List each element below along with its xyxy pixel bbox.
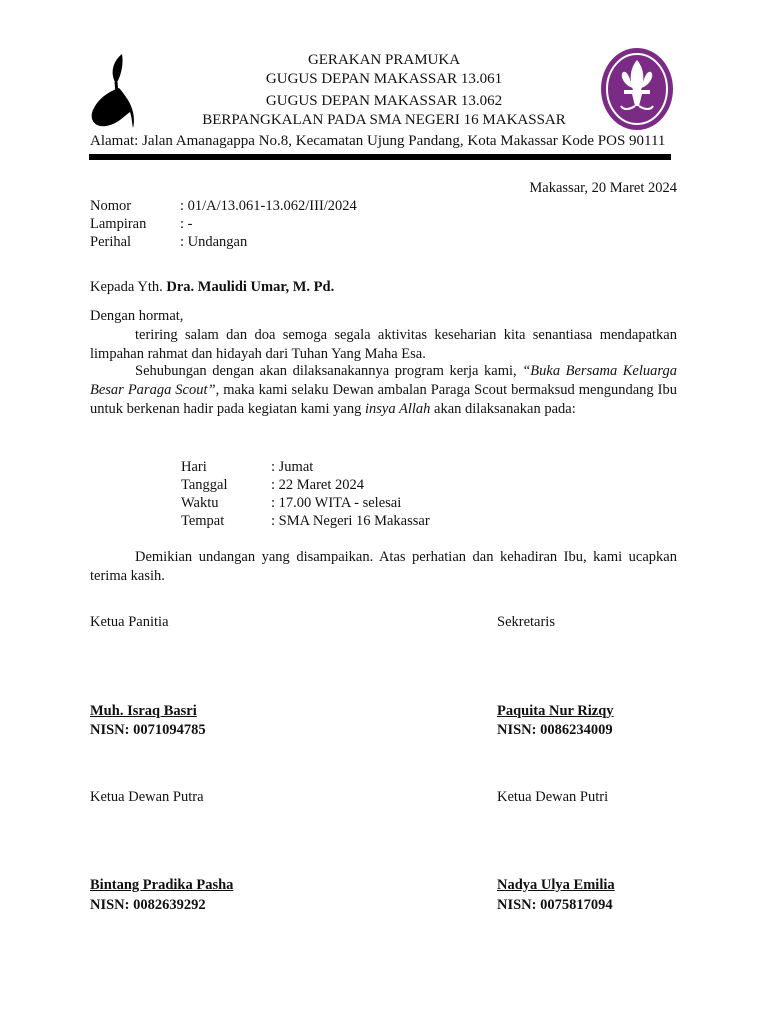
detail-value-hari: : Jumat bbox=[271, 459, 314, 475]
detail-value-tanggal: : 22 Maret 2024 bbox=[271, 477, 365, 493]
signature-name: Muh. Israq Basri bbox=[90, 703, 197, 719]
signature-nisn: NISN: 0071094785 bbox=[90, 722, 206, 738]
signature-name: Nadya Ulya Emilia bbox=[497, 877, 615, 893]
detail-label-tempat: Tempat bbox=[181, 513, 225, 529]
greeting: Dengan hormat, bbox=[90, 308, 184, 324]
insya-allah: insya Allah bbox=[365, 401, 431, 417]
detail-label-waktu: Waktu bbox=[181, 495, 219, 511]
recipient-prefix: Kepada Yth. bbox=[90, 279, 163, 295]
signature-role: Sekretaris bbox=[497, 614, 555, 630]
detail-label-hari: Hari bbox=[181, 459, 207, 475]
detail-label-tanggal: Tanggal bbox=[181, 477, 228, 493]
event-name: “Buka Bersama Keluarga Besar Paraga Scout” bbox=[90, 363, 677, 398]
signature-nisn: NISN: 0075817094 bbox=[497, 897, 613, 913]
meta-label-perihal: Perihal bbox=[90, 234, 132, 250]
header-line-2: GUGUS DEPAN MAKASSAR 13.061 bbox=[265, 71, 503, 87]
header-line-1: GERAKAN PRAMUKA bbox=[307, 52, 461, 68]
header-line-3: GUGUS DEPAN MAKASSAR 13.062 bbox=[265, 93, 503, 109]
signature-name: Bintang Pradika Pasha bbox=[90, 877, 234, 893]
signature-name: Paquita Nur Rizqy bbox=[497, 703, 614, 719]
meta-value-lampiran: : - bbox=[180, 216, 193, 232]
signature-nisn: NISN: 0086234009 bbox=[497, 722, 613, 738]
header-address: Alamat: Jalan Amanagappa No.8, Kecamatan Ujung Pandang, Kota Makassar Kode POS 90111 bbox=[90, 133, 666, 149]
paragraph-1: teriring salam dan doa semoga segala aktivitas keseharian kita senantiasa mendapatkan limpahan rahmat dan hidayah dari Tuhan Yang Maha Esa. bbox=[90, 327, 677, 362]
meta-value-perihal: : Undangan bbox=[180, 234, 248, 250]
signature-role: Ketua Dewan Putri bbox=[497, 789, 609, 805]
meta-label-nomor: Nomor bbox=[90, 198, 132, 214]
paragraph-2-a: Sehubungan dengan akan dilaksanakannya program kerja kami, bbox=[135, 363, 523, 379]
header-rule bbox=[89, 154, 671, 160]
signature-nisn: NISN: 0082639292 bbox=[90, 897, 206, 913]
header-line-4: BERPANGKALAN PADA SMA NEGERI 16 MAKASSAR bbox=[202, 112, 566, 128]
paragraph-2 bbox=[90, 362, 677, 419]
recipient-name: Dra. Maulidi Umar, M. Pd. bbox=[166, 279, 335, 295]
recipient bbox=[90, 279, 334, 296]
meta-label-lampiran: Lampiran bbox=[90, 216, 147, 232]
meta-value-nomor: : 01/A/13.061-13.062/III/2024 bbox=[180, 198, 357, 214]
detail-value-tempat: : SMA Negeri 16 Makassar bbox=[271, 513, 430, 529]
place-date: Makassar, 20 Maret 2024 bbox=[529, 180, 677, 196]
paragraph-2-b: , maka kami selaku Dewan ambalan Paraga Scout bermaksud mengundang Ibu untuk berkenan hadir pada kegiatan kami yang bbox=[90, 382, 677, 417]
signature-role: Ketua Dewan Putra bbox=[90, 789, 204, 805]
signature-role: Ketua Panitia bbox=[90, 614, 169, 630]
paragraph-2-c: akan dilaksanakan pada: bbox=[430, 401, 576, 417]
closing-paragraph: Demikian undangan yang disampaikan. Atas perhatian dan kehadiran Ibu, kami ucapkan terima kasih. bbox=[90, 549, 677, 584]
detail-value-waktu: : 17.00 WITA - selesai bbox=[271, 495, 402, 511]
